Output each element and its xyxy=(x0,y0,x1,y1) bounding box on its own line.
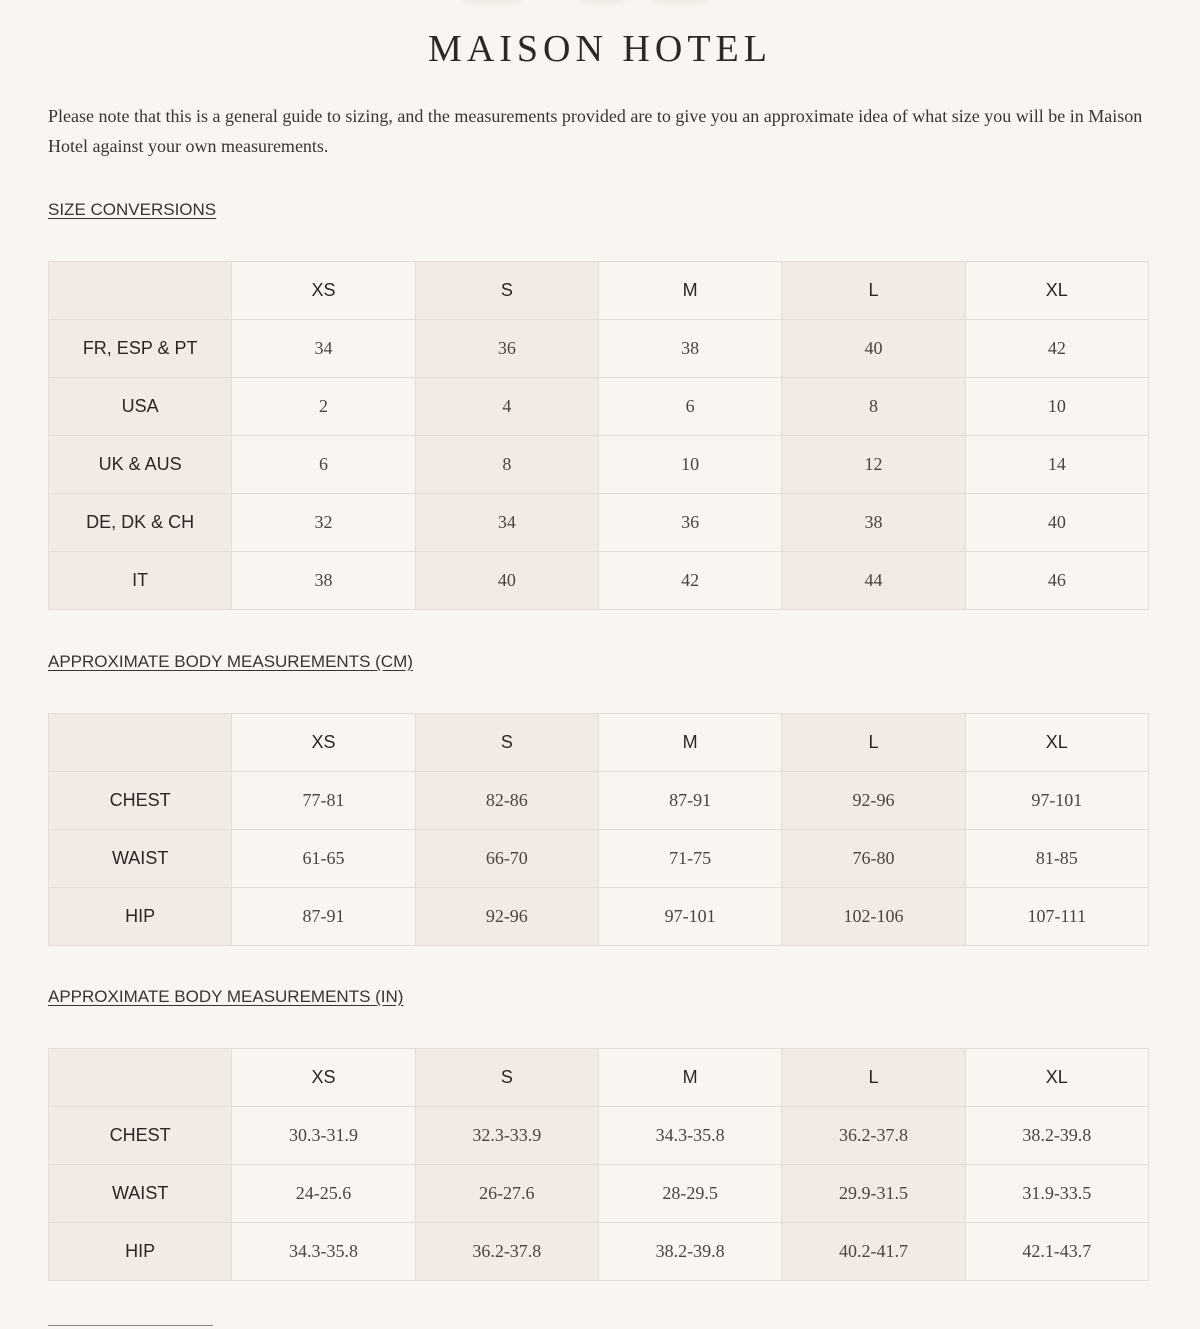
column-header: XS xyxy=(232,262,415,320)
table-cell: 2 xyxy=(232,378,415,436)
size-conversion-table xyxy=(48,261,1149,610)
table-cell: 8 xyxy=(415,436,598,494)
blurred-header-remnant xyxy=(0,0,1200,10)
table-cell: 34.3-35.8 xyxy=(598,1107,781,1165)
table-cell: 36.2-37.8 xyxy=(415,1223,598,1281)
table-cell: 92-96 xyxy=(415,888,598,946)
row-header: IT xyxy=(49,552,232,610)
table-cell: 81-85 xyxy=(965,830,1148,888)
table-cell: 38 xyxy=(598,320,781,378)
column-header: L xyxy=(782,262,965,320)
row-header: FR, ESP & PT xyxy=(49,320,232,378)
table-cell: 44 xyxy=(782,552,965,610)
table-cell: 26-27.6 xyxy=(415,1165,598,1223)
row-header: USA xyxy=(49,378,232,436)
table-cell: 14 xyxy=(965,436,1148,494)
table-cell: 36.2-37.8 xyxy=(782,1107,965,1165)
table-cell: 4 xyxy=(415,378,598,436)
row-header: CHEST xyxy=(49,772,232,830)
table-cell: 42.1-43.7 xyxy=(965,1223,1148,1281)
table-header-row xyxy=(49,714,1149,772)
table-cell: 61-65 xyxy=(232,830,415,888)
column-header: M xyxy=(598,714,781,772)
table-cell: 24-25.6 xyxy=(232,1165,415,1223)
table-row xyxy=(49,830,1149,888)
table-row xyxy=(49,772,1149,830)
table-cell: 10 xyxy=(598,436,781,494)
table-cell: 32 xyxy=(232,494,415,552)
corner-cell xyxy=(49,714,232,772)
table-cell: 40 xyxy=(415,552,598,610)
table-header-row xyxy=(49,1049,1149,1107)
table-row xyxy=(49,1165,1149,1223)
table-row xyxy=(49,320,1149,378)
table-cell: 31.9-33.5 xyxy=(965,1165,1148,1223)
table-cell: 6 xyxy=(232,436,415,494)
section-title-size-conversions[interactable]: SIZE CONVERSIONS xyxy=(48,200,217,219)
table-row xyxy=(49,1107,1149,1165)
section-title-body-in[interactable]: APPROXIMATE BODY MEASUREMENTS (IN) xyxy=(48,987,404,1006)
table-cell: 102-106 xyxy=(782,888,965,946)
column-header: M xyxy=(598,1049,781,1107)
table-cell: 40.2-41.7 xyxy=(782,1223,965,1281)
table-cell: 82-86 xyxy=(415,772,598,830)
row-header: WAIST xyxy=(49,1165,232,1223)
corner-cell xyxy=(49,262,232,320)
corner-cell xyxy=(49,1049,232,1107)
row-header: HIP xyxy=(49,888,232,946)
column-header: XS xyxy=(232,714,415,772)
table-cell: 42 xyxy=(965,320,1148,378)
table-cell: 77-81 xyxy=(232,772,415,830)
table-cell: 76-80 xyxy=(782,830,965,888)
table-cell: 46 xyxy=(965,552,1148,610)
section-title-body-cm[interactable]: APPROXIMATE BODY MEASUREMENTS (CM) xyxy=(48,652,413,671)
table-cell: 29.9-31.5 xyxy=(782,1165,965,1223)
table-cell: 32.3-33.9 xyxy=(415,1107,598,1165)
table-cell: 36 xyxy=(598,494,781,552)
table-cell: 38 xyxy=(782,494,965,552)
table-cell: 34.3-35.8 xyxy=(232,1223,415,1281)
column-header: M xyxy=(598,262,781,320)
table-cell: 34 xyxy=(232,320,415,378)
table-cell: 87-91 xyxy=(232,888,415,946)
table-cell: 38 xyxy=(232,552,415,610)
column-header: XL xyxy=(965,262,1148,320)
column-header: XS xyxy=(232,1049,415,1107)
table-cell: 30.3-31.9 xyxy=(232,1107,415,1165)
table-cell: 38.2-39.8 xyxy=(598,1223,781,1281)
table-header-row xyxy=(49,262,1149,320)
row-header: WAIST xyxy=(49,830,232,888)
column-header: L xyxy=(782,714,965,772)
body-measurements-in-table xyxy=(48,1048,1149,1281)
table-row xyxy=(49,378,1149,436)
table-cell: 97-101 xyxy=(598,888,781,946)
table-cell: 12 xyxy=(782,436,965,494)
brand-title: MAISON HOTEL xyxy=(428,28,772,70)
table-cell: 38.2-39.8 xyxy=(965,1107,1148,1165)
column-header: S xyxy=(415,1049,598,1107)
column-header: S xyxy=(415,262,598,320)
row-header: UK & AUS xyxy=(49,436,232,494)
column-header: XL xyxy=(965,714,1148,772)
table-cell: 40 xyxy=(965,494,1148,552)
table-cell: 66-70 xyxy=(415,830,598,888)
table-cell: 8 xyxy=(782,378,965,436)
column-header: L xyxy=(782,1049,965,1107)
table-cell: 6 xyxy=(598,378,781,436)
row-header: CHEST xyxy=(49,1107,232,1165)
table-cell: 10 xyxy=(965,378,1148,436)
row-header: HIP xyxy=(49,1223,232,1281)
sizing-intro-text: Please note that this is a general guide to sizing, and the measurements provided are to give you an approximate idea of what size you will be in Maison Hotel against your own measurements. xyxy=(48,106,1143,156)
table-row xyxy=(49,494,1149,552)
table-row xyxy=(49,552,1149,610)
table-row xyxy=(49,888,1149,946)
table-cell: 34 xyxy=(415,494,598,552)
table-cell: 28-29.5 xyxy=(598,1165,781,1223)
column-header: XL xyxy=(965,1049,1148,1107)
table-row xyxy=(49,1223,1149,1281)
body-measurements-cm-table xyxy=(48,713,1149,946)
table-cell: 92-96 xyxy=(782,772,965,830)
table-cell: 97-101 xyxy=(965,772,1148,830)
table-cell: 40 xyxy=(782,320,965,378)
row-header: DE, DK & CH xyxy=(49,494,232,552)
column-header: S xyxy=(415,714,598,772)
next-section-title-cutoff xyxy=(48,1325,213,1326)
table-row xyxy=(49,436,1149,494)
table-cell: 107-111 xyxy=(965,888,1148,946)
table-cell: 42 xyxy=(598,552,781,610)
table-cell: 71-75 xyxy=(598,830,781,888)
table-cell: 36 xyxy=(415,320,598,378)
table-cell: 87-91 xyxy=(598,772,781,830)
